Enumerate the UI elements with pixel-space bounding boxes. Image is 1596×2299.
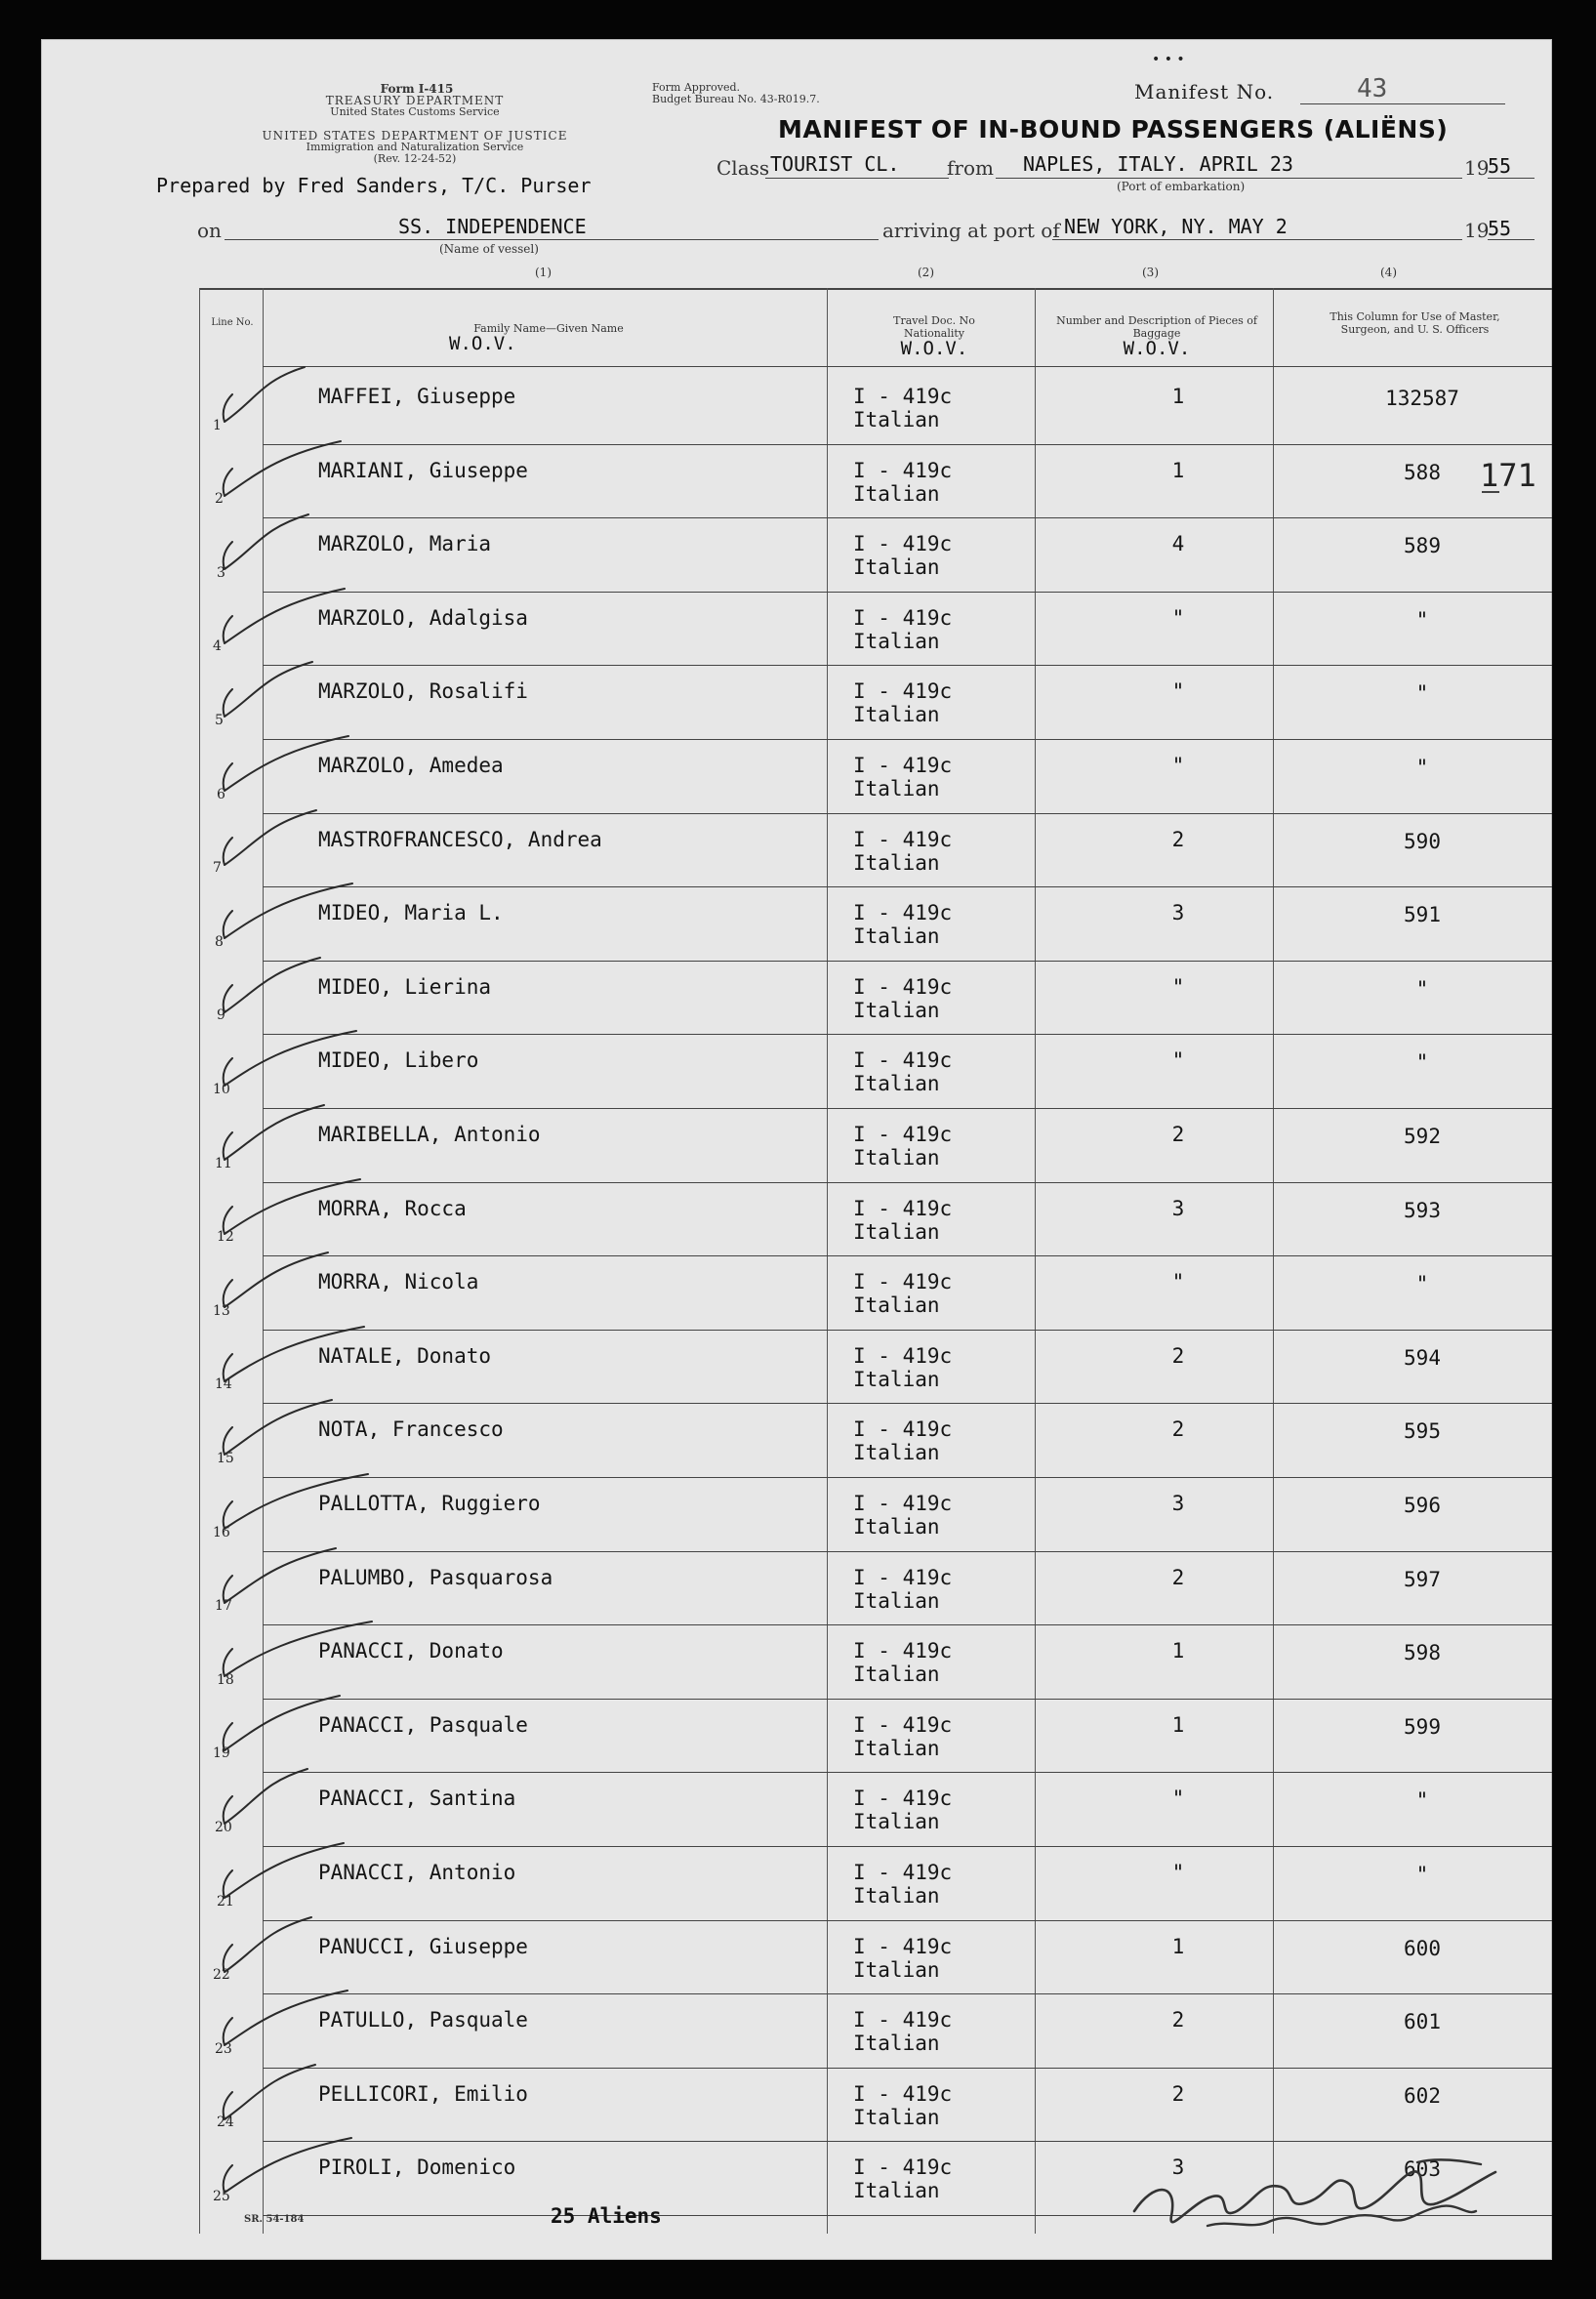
footer-code: SR. 54-184 [244, 2214, 305, 2225]
passenger-name: PANUCCI, Giuseppe [318, 1934, 528, 1958]
header-baggage-wov: W.O.V. [1123, 338, 1191, 359]
travel-doc: I - 419c [853, 385, 953, 408]
nationality: Italian [853, 1663, 940, 1687]
officer-use: " [1415, 1788, 1429, 1813]
line-number: 10 [213, 1081, 230, 1097]
officer-use: 588 [1404, 460, 1441, 484]
baggage-count: 1 [1171, 1639, 1185, 1663]
officer-use: 598 [1404, 1641, 1441, 1665]
manifest-no-value: 43 [1357, 74, 1388, 103]
line-number: 9 [217, 1007, 225, 1024]
passenger-name: MAFFEI, Giuseppe [318, 385, 516, 408]
nationality: Italian [853, 629, 940, 653]
travel-doc: I - 419c [853, 532, 953, 556]
nationality: Italian [853, 408, 940, 431]
ins-service: Immigration and Naturalization Service [306, 141, 524, 153]
officer-use: " [1415, 756, 1429, 779]
travel-doc: I - 419c [853, 2081, 953, 2106]
passenger-name: MARIANI, Giuseppe [318, 458, 528, 482]
officer-use: " [1415, 1050, 1429, 1075]
line-number: 2 [215, 491, 224, 508]
class-rule [765, 178, 949, 179]
nationality: Italian [853, 1219, 940, 1244]
form-approved: Form Approved. [652, 81, 741, 94]
passenger-name: MIDEO, Lierina [318, 974, 492, 999]
prepared-by: Prepared by Fred Sanders, T/C. Purser [156, 174, 592, 197]
nationality: Italian [853, 2105, 940, 2129]
passenger-name: MARZOLO, Adalgisa [318, 605, 528, 630]
officer-use: 132587 [1385, 387, 1459, 410]
travel-doc: I - 419c [853, 2008, 953, 2032]
class-value: TOURIST CL. [770, 152, 900, 176]
travel-doc: I - 419c [853, 1639, 953, 1663]
line-number: 13 [213, 1302, 230, 1319]
line-number: 12 [217, 1229, 234, 1246]
line-number: 11 [215, 1155, 232, 1171]
arriving-rule [1052, 239, 1462, 240]
from-year-rule [1488, 178, 1535, 179]
baggage-count: 4 [1171, 532, 1185, 556]
officer-use: 597 [1404, 1567, 1441, 1591]
officer-use: 591 [1404, 903, 1441, 927]
baggage-count: 3 [1171, 1492, 1185, 1515]
nationality: Italian [853, 1810, 940, 1834]
passenger-name: PANACCI, Donato [318, 1639, 504, 1663]
line-number: 3 [217, 564, 225, 581]
officer-use: " [1415, 1272, 1429, 1296]
travel-doc: I - 419c [853, 1343, 953, 1368]
from-rule [996, 178, 1462, 179]
officer-use: 596 [1404, 1494, 1441, 1517]
line-number: 24 [217, 2114, 234, 2131]
baggage-count: 2 [1171, 2081, 1185, 2106]
officer-use: " [1415, 1863, 1429, 1886]
budget-bureau: Budget Bureau No. 43-R019.7. [652, 93, 820, 105]
officer-use: 592 [1404, 1125, 1441, 1148]
port-embark-note: (Port of embarkation) [1117, 180, 1246, 193]
vessel-note: (Name of vessel) [439, 242, 539, 256]
arrive-year-rule [1488, 239, 1535, 240]
travel-doc: I - 419c [853, 1712, 953, 1737]
line-number: 18 [217, 1671, 234, 1688]
col-num-4: (4) [1380, 266, 1397, 279]
nationality: Italian [853, 1884, 940, 1908]
officer-use: 601 [1404, 2010, 1441, 2034]
passenger-name: NOTA, Francesco [318, 1417, 504, 1442]
col-num-2: (2) [918, 266, 934, 279]
travel-doc: I - 419c [853, 1417, 953, 1442]
travel-doc: I - 419c [853, 754, 953, 777]
nationality: Italian [853, 1146, 940, 1170]
officer-use: 594 [1404, 1345, 1441, 1370]
nationality: Italian [853, 1441, 940, 1465]
baggage-count: 3 [1171, 1196, 1185, 1220]
travel-doc: I - 419c [853, 974, 953, 999]
line-number: 5 [215, 712, 224, 728]
travel-doc: I - 419c [853, 1565, 953, 1589]
nationality: Italian [853, 703, 940, 727]
from-label: from [947, 156, 994, 180]
passenger-name: MARZOLO, Amedea [318, 754, 504, 777]
nationality: Italian [853, 777, 940, 801]
line-number: 25 [213, 2188, 230, 2204]
baggage-count: " [1171, 974, 1185, 999]
baggage-count: 1 [1171, 1934, 1185, 1958]
passenger-name: MARZOLO, Maria [318, 532, 492, 556]
nationality: Italian [853, 1957, 940, 1982]
baggage-count: 2 [1171, 1343, 1185, 1368]
officer-use: " [1415, 976, 1429, 1001]
baggage-count: 2 [1171, 1565, 1185, 1589]
nationality: Italian [853, 2032, 940, 2056]
baggage-count: " [1171, 1048, 1185, 1073]
baggage-count: 1 [1171, 458, 1185, 482]
travel-doc: I - 419c [853, 1492, 953, 1515]
travel-doc: I - 419c [853, 1861, 953, 1884]
baggage-count: " [1171, 1270, 1185, 1294]
passenger-name: MORRA, Rocca [318, 1196, 467, 1220]
on-label: on [197, 219, 222, 242]
passenger-name: NATALE, Donato [318, 1343, 492, 1368]
officer-use: 589 [1404, 534, 1441, 558]
baggage-count: " [1171, 679, 1185, 704]
header-officers: This Column for Use of Master, Surgeon, and U. S. Officers [1330, 310, 1500, 336]
nationality: Italian [853, 481, 940, 506]
punch-dots: • • • [1152, 52, 1185, 67]
header-line-no: Line No. [211, 317, 254, 328]
nationality: Italian [853, 1736, 940, 1760]
officer-use: " [1415, 681, 1429, 706]
baggage-count: 1 [1171, 385, 1185, 408]
travel-doc: I - 419c [853, 901, 953, 925]
vessel-name: SS. INDEPENDENCE [398, 215, 587, 238]
passenger-name: PANACCI, Antonio [318, 1861, 516, 1884]
baggage-count: " [1171, 1786, 1185, 1811]
passenger-name: PIROLI, Domenico [318, 2155, 516, 2180]
travel-doc: I - 419c [853, 458, 953, 482]
passenger-name: MIDEO, Maria L. [318, 901, 504, 925]
travel-doc: I - 419c [853, 827, 953, 851]
passenger-name: PANACCI, Pasquale [318, 1712, 528, 1737]
form-number: Form I-415 [380, 82, 454, 96]
header-bottom-rule [263, 366, 1552, 367]
header-baggage [1042, 314, 1272, 359]
officer-use: 602 [1404, 2083, 1441, 2108]
line-number: 1 [213, 417, 222, 433]
revision-date: (Rev. 12-24-52) [373, 152, 457, 165]
col-num-1: (1) [535, 266, 552, 279]
officer-use: " [1415, 607, 1429, 632]
margin-note-underline [1482, 491, 1499, 493]
customs-service: United States Customs Service [330, 105, 500, 118]
baggage-count: 3 [1171, 2155, 1185, 2180]
arrive-year: 55 [1488, 217, 1512, 240]
header-travel-doc-wov: W.O.V. [900, 338, 968, 359]
arriving-value: NEW YORK, NY. MAY 2 [1064, 215, 1288, 238]
manifest-title: MANIFEST OF IN-BOUND PASSENGERS (ALIËNS) [778, 115, 1449, 144]
travel-doc: I - 419c [853, 1934, 953, 1958]
line-number: 23 [215, 2040, 232, 2057]
officer-use: 599 [1404, 1714, 1441, 1739]
justice-dept: UNITED STATES DEPARTMENT OF JUSTICE [262, 129, 568, 143]
baggage-count: 3 [1171, 901, 1185, 925]
baggage-count: 2 [1171, 2008, 1185, 2032]
passenger-name: PANACCI, Santina [318, 1786, 516, 1811]
margin-note: 171 [1480, 457, 1536, 494]
nationality: Italian [853, 850, 940, 875]
nationality: Italian [853, 998, 940, 1022]
header-travel-doc-label: Travel Doc. No Nationality [893, 314, 975, 340]
passenger-name: MIDEO, Libero [318, 1048, 479, 1073]
passenger-name: MARIBELLA, Antonio [318, 1123, 541, 1146]
table-top-rule [199, 288, 1552, 290]
arriving-label: arriving at port of [882, 219, 1060, 242]
nationality: Italian [853, 1293, 940, 1318]
nationality: Italian [853, 1588, 940, 1613]
travel-doc: I - 419c [853, 679, 953, 704]
from-year-prefix: 19 [1464, 156, 1490, 180]
line-number: 19 [213, 1745, 230, 1762]
baggage-count: 1 [1171, 1712, 1185, 1737]
manifest-no-rule [1300, 103, 1505, 104]
line-number: 20 [215, 1819, 232, 1835]
line-number: 7 [213, 860, 222, 877]
manifest-no-label: Manifest No. [1134, 80, 1275, 103]
line-number: 4 [213, 638, 222, 655]
nationality: Italian [853, 555, 940, 580]
footer-total: 25 Aliens [551, 2204, 662, 2228]
travel-doc: I - 419c [853, 1048, 953, 1073]
baggage-count: 2 [1171, 827, 1185, 851]
line-number: 16 [213, 1524, 230, 1540]
baggage-count: 2 [1171, 1417, 1185, 1442]
nationality: Italian [853, 1367, 940, 1391]
officer-use: 595 [1404, 1419, 1441, 1444]
line-number: 8 [215, 933, 224, 950]
manifest-page [41, 39, 1552, 2260]
travel-doc: I - 419c [853, 1123, 953, 1146]
travel-doc: I - 419c [853, 605, 953, 630]
officer-use: 590 [1404, 829, 1441, 853]
header-name [275, 322, 822, 354]
from-year: 55 [1488, 154, 1512, 178]
baggage-count: 2 [1171, 1123, 1185, 1146]
nationality: Italian [853, 2179, 940, 2203]
passenger-name: PELLICORI, Emilio [318, 2081, 528, 2106]
officer-use: 600 [1404, 1936, 1441, 1960]
line-number: 14 [215, 1376, 232, 1393]
baggage-count: " [1171, 605, 1185, 630]
line-number: 21 [217, 1893, 234, 1909]
treasury-dept: TREASURY DEPARTMENT [325, 94, 505, 107]
passenger-name: MORRA, Nicola [318, 1270, 479, 1294]
check-mark-icon [217, 2122, 431, 2210]
baggage-count: " [1171, 754, 1185, 777]
line-number: 6 [217, 786, 225, 802]
header-baggage-label: Number and Description of Pieces of Baggage [1056, 314, 1257, 340]
arrive-year-prefix: 19 [1464, 219, 1490, 242]
class-label: Class [716, 156, 770, 180]
travel-doc: I - 419c [853, 1786, 953, 1811]
col-num-3: (3) [1142, 266, 1159, 279]
officer-use: 593 [1404, 1198, 1441, 1222]
passenger-name: PALLOTTA, Ruggiero [318, 1492, 541, 1515]
travel-doc: I - 419c [853, 2155, 953, 2180]
travel-doc: I - 419c [853, 1270, 953, 1294]
inspector-signature [1125, 2143, 1535, 2240]
baggage-count: " [1171, 1861, 1185, 1884]
officer-use: 603 [1404, 2157, 1441, 2182]
from-value: NAPLES, ITALY. APRIL 23 [1023, 152, 1293, 176]
vessel-rule [225, 239, 879, 240]
nationality: Italian [853, 1515, 940, 1539]
passenger-name: PALUMBO, Pasquarosa [318, 1565, 553, 1589]
nationality: Italian [853, 1072, 940, 1096]
header-name-wov: W.O.V. [449, 333, 516, 354]
line-number: 17 [215, 1598, 232, 1615]
header-travel-doc [866, 314, 1003, 359]
passenger-name: MASTROFRANCESCO, Andrea [318, 827, 602, 851]
passenger-name: MARZOLO, Rosalifi [318, 679, 528, 704]
nationality: Italian [853, 924, 940, 949]
header-name-label: Family Name—Given Name [473, 322, 624, 335]
line-number: 15 [217, 1450, 234, 1466]
passenger-name: PATULLO, Pasquale [318, 2008, 528, 2032]
travel-doc: I - 419c [853, 1196, 953, 1220]
line-number: 22 [213, 1967, 230, 1984]
